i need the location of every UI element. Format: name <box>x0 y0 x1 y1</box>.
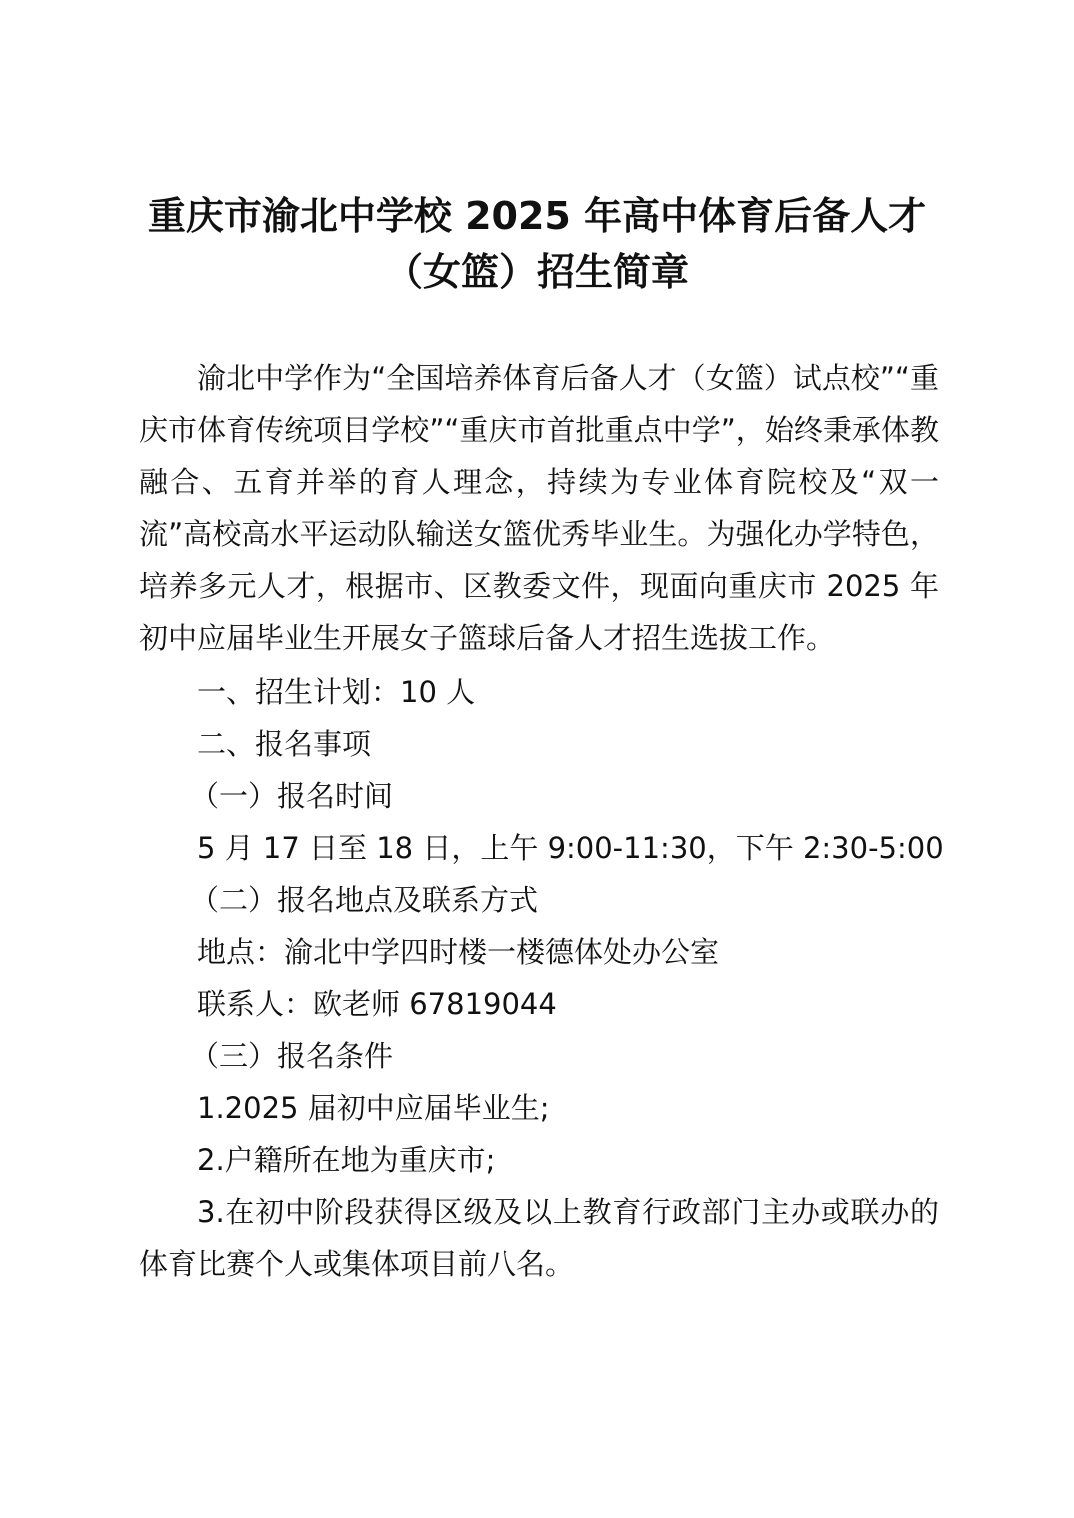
condition-1: 1.2025 届初中应届毕业生; <box>197 1091 550 1125</box>
location-text: 地点：渝北中学四时楼一楼德体处办公室 <box>197 935 720 969</box>
section-enrollment-plan: 一、招生计划：10 人 <box>197 675 476 709</box>
intro-paragraph: 渝北中学作为“全国培养体育后备人才（女篮）试点校”“重庆市体育传统项目学校”“重庆市首批重点中学”，始终秉承体教融合、五育并举的育人理念，持续为专业体育院校及“双一流”高校高水平运动队输送女篮优秀毕业生。为强化办学特色，培养多元人才，根据市、区教委文件，现面向重庆市 2025 年初中应届毕业生开展女子篮球后备人才招生选拔工作。 <box>139 361 939 655</box>
registration-time-text: 5 月 17 日至 18 日，上午 9:00-11:30，下午 2:30-5:00 <box>197 831 944 865</box>
subsection-registration-time: （一）报名时间 <box>190 779 394 813</box>
condition-2: 2.户籍所在地为重庆市; <box>197 1143 496 1177</box>
subsection-conditions: （三）报名条件 <box>190 1039 394 1073</box>
section-registration: 二、报名事项 <box>197 727 372 761</box>
condition-3: 3.在初中阶段获得区级及以上教育行政部门主办或联办的体育比赛个人或集体项目前八名。 <box>139 1195 939 1281</box>
contact-text: 联系人：欧老师 67819044 <box>197 987 557 1021</box>
document-title-line-2: （女篮）招生简章 <box>384 250 689 294</box>
document-title-line-1: 重庆市渝北中学校 2025 年高中体育后备人才 <box>147 194 927 238</box>
subsection-location-contact: （二）报名地点及联系方式 <box>190 883 539 917</box>
